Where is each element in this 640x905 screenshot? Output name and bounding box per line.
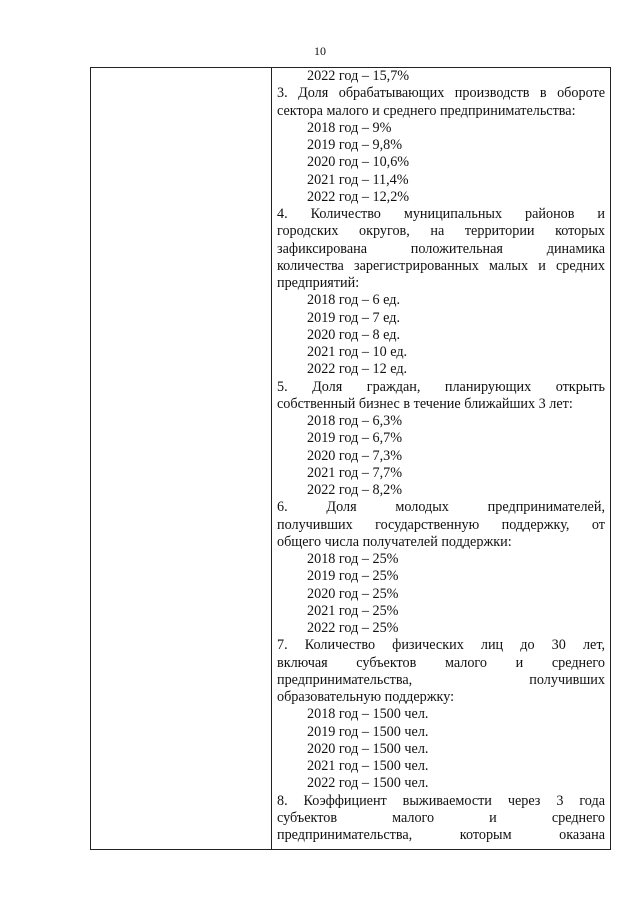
year-value: 2020 год – 25% <box>307 585 399 602</box>
year-value: 2018 год – 6 ед. <box>307 292 400 309</box>
indicator-text-line: 7. Количество физических лиц до 30 лет, <box>277 637 605 654</box>
indicator-text-line: предпринимательства, получивших <box>277 671 605 688</box>
year-value: 2018 год – 25% <box>307 551 399 567</box>
indicator-text-line: 8. Коэффициент выживаемости через 3 года <box>277 792 605 809</box>
indicator-item <box>277 637 605 792</box>
indicator-item <box>277 85 605 206</box>
table-left-column <box>91 68 272 849</box>
year-value: 2022 год – 8,2% <box>307 482 403 498</box>
indicators-table <box>90 67 611 850</box>
indicator-text-line: образовательную поддержку: <box>277 689 455 705</box>
year-value: 2019 год – 25% <box>307 568 399 585</box>
indicator-text-line: городских округов, на территории которых <box>277 223 605 240</box>
indicator-text-line: 4. Количество муниципальных районов и <box>277 206 605 222</box>
indicator-text-line: субъектов малого и среднего <box>277 809 605 826</box>
table-right-column <box>272 68 610 849</box>
year-value: 2018 год – 6,3% <box>307 413 403 429</box>
year-value: 2021 год – 11,4% <box>307 171 409 188</box>
indicator-text-line: предприятий: <box>277 275 360 291</box>
indicator-text-line: 5. Доля граждан, планирующих открыть <box>277 378 605 395</box>
indicator-text-line: включая субъектов малого и среднего <box>277 654 605 671</box>
indicator-text-line: зафиксирована положительная динамика <box>277 240 605 257</box>
year-value: 2019 год – 1500 чел. <box>307 723 429 740</box>
indicator-item <box>277 379 605 500</box>
year-value: 2018 год – 9% <box>307 119 392 136</box>
indicator-text-line: количества зарегистрированных малых и средних <box>277 257 605 274</box>
year-value: 2020 год – 7,3% <box>307 447 403 464</box>
year-value: 2019 год – 6,7% <box>307 430 403 447</box>
indicator-text-line: предпринимательства, которым оказана <box>277 827 605 843</box>
year-value: 2021 год – 25% <box>307 602 399 619</box>
page-number: 10 <box>314 44 326 58</box>
indicator-item <box>277 499 605 637</box>
year-value: 2020 год – 1500 чел. <box>307 740 429 757</box>
indicator-text-line: общего числа получателей поддержки: <box>277 533 512 550</box>
year-value: 2021 год – 10 ед. <box>307 344 408 360</box>
year-value: 2022 год – 15,7% <box>307 68 410 84</box>
year-value: 2019 год – 9,8% <box>307 137 403 153</box>
year-value: 2018 год – 1500 чел. <box>307 706 429 723</box>
year-value: 2019 год – 7 ед. <box>307 309 400 326</box>
indicator-text-line: 3. Доля обрабатывающих производств в обороте <box>277 85 605 102</box>
year-value: 2020 год – 8 ед. <box>307 326 400 343</box>
indicator-item <box>277 206 605 379</box>
year-value: 2021 год – 1500 чел. <box>307 758 429 774</box>
year-value: 2021 год – 7,7% <box>307 464 403 481</box>
indicator-list <box>277 85 605 844</box>
indicator-text-line: 6. Доля молодых предпринимателей, <box>277 499 605 516</box>
indicator-item <box>277 793 605 845</box>
year-value: 2022 год – 12 ед. <box>307 361 408 378</box>
indicator-text-line: получивших государственную поддержку, от <box>277 516 605 533</box>
year-value: 2022 год – 25% <box>307 620 399 636</box>
year-value: 2022 год – 1500 чел. <box>307 775 429 792</box>
indicator-text-line: сектора малого и среднего предпринимательства: <box>277 102 576 119</box>
year-value: 2022 год – 12,2% <box>307 188 410 205</box>
year-value: 2020 год – 10,6% <box>307 154 410 171</box>
indicator-text-line: собственный бизнес в течение ближайших 3 лет: <box>277 395 573 412</box>
